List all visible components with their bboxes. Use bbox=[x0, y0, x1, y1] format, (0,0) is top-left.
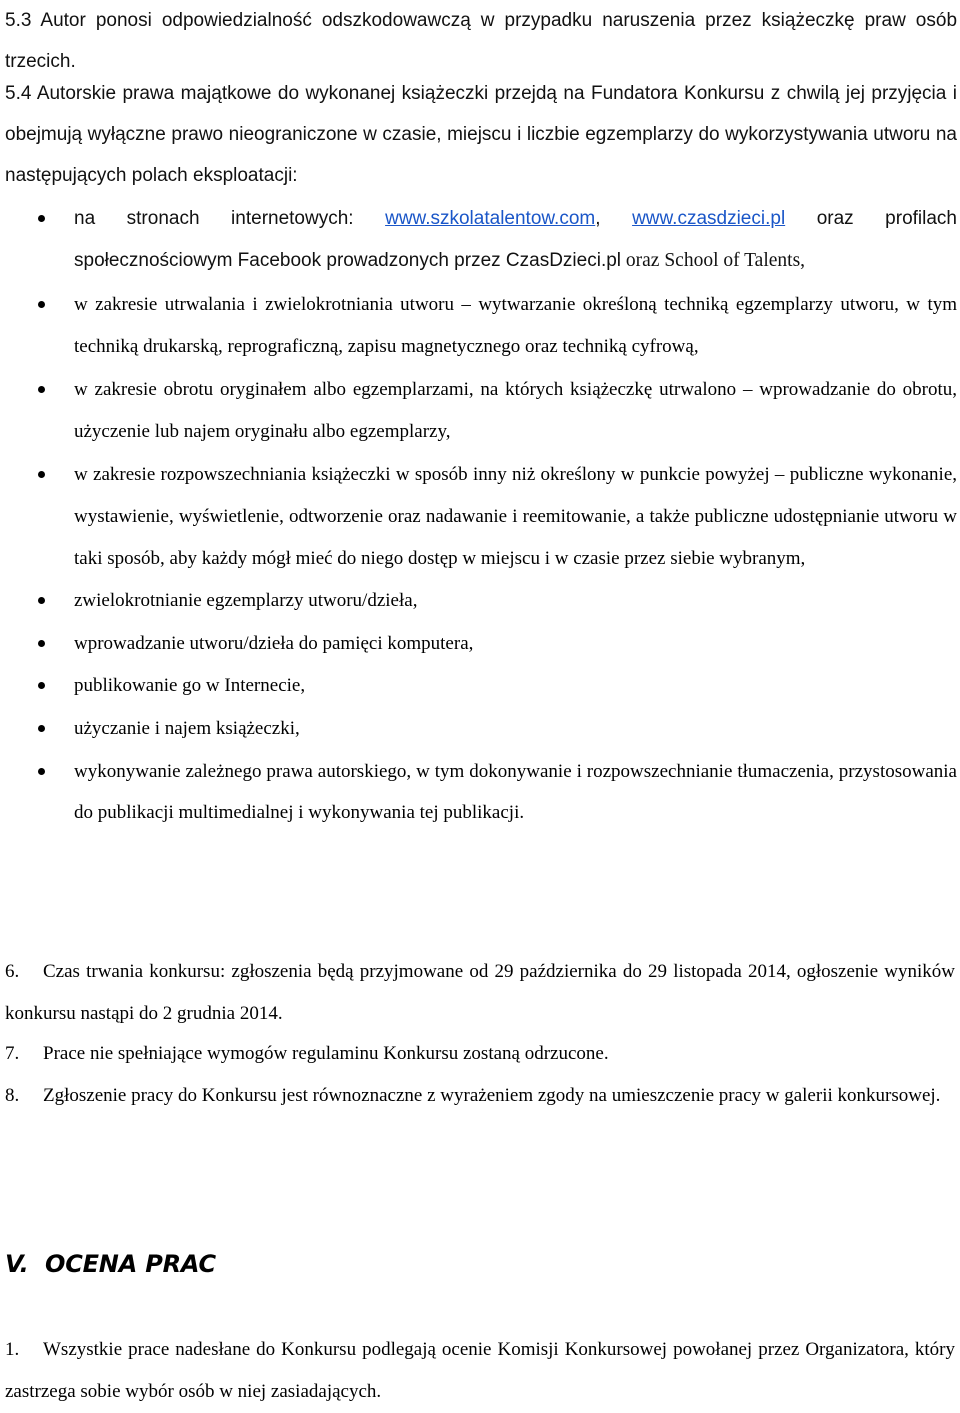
list-item bbox=[0, 623, 960, 665]
bullet-icon bbox=[38, 471, 45, 478]
section-number: V. bbox=[5, 1250, 29, 1278]
section-title: OCENA PRAC bbox=[45, 1250, 216, 1278]
paragraph-number: 8. bbox=[5, 1085, 20, 1106]
paragraph-5-3 bbox=[5, 0, 957, 82]
paragraph-8 bbox=[5, 1075, 955, 1117]
list-item-text: wykonywanie zależnego prawa autorskiego, w tym dokonywanie i rozpowszechnianie tłumaczenia, przystosowania do publikacji multimedialnej i wykonywania tej publikacji. bbox=[74, 760, 957, 824]
paragraph-text: Wszystkie prace nadesłane do Konkursu podlegają ocenie Komisji Konkursowej powołanej przez Organizatora, który zastrzega sobie wybór osób w niej zasiadających. bbox=[5, 1339, 955, 1402]
list-item-text: oraz School of Talents, bbox=[621, 250, 806, 271]
section-heading bbox=[5, 1244, 216, 1284]
link-szkolatalentow[interactable]: www.szkolatalentow.com bbox=[385, 208, 596, 229]
list-item-text: w zakresie utrwalania i zwielokrotniania utworu – wytwarzanie określoną techniką egzemplarzy utworu, w tym techniką drukarską, reprograficzną, zapisu magnetycznego oraz techniką cyfrową, bbox=[74, 294, 957, 357]
list-item-text: oraz profilach społecznościowym Facebook prowadzonych przez CzasDzieci.pl bbox=[74, 208, 957, 271]
list-item bbox=[0, 751, 960, 834]
paragraph-7 bbox=[5, 1033, 955, 1075]
paragraph-text: Autorskie prawa majątkowe do wykonanej książeczki przejdą na Fundatora Konkursu z chwilą jej przyjęcia i obejmują wyłączne prawo nieograniczone w czasie, miejscu i liczbie egzemplarzy do wykorzystywania utworu na następujących polach eksploatacji: bbox=[5, 83, 957, 186]
list-item bbox=[0, 284, 960, 367]
bullet-icon bbox=[38, 768, 45, 775]
list-item-text: wprowadzanie utworu/dzieła do pamięci komputera, bbox=[74, 632, 474, 654]
paragraph-text: Czas trwania konkursu: zgłoszenia będą przyjmowane od 29 października do 29 listopada 2014, ogłoszenie wyników konkursu nastąpi do 2 grudnia 2014. bbox=[5, 961, 955, 1024]
paragraph-v-1 bbox=[5, 1329, 955, 1413]
bullet-icon bbox=[38, 640, 45, 647]
list-item bbox=[0, 198, 960, 282]
paragraph-text: Prace nie spełniające wymogów regulaminu Konkursu zostaną odrzucone. bbox=[43, 1043, 609, 1064]
list-item-text: w zakresie obrotu oryginałem albo egzemplarzami, na których książeczkę utrwalono – wprowadzanie do obrotu, użyczenie lub najem oryginału albo egzemplarzy, bbox=[74, 379, 957, 442]
link-czasdzieci[interactable]: www.czasdzieci.pl bbox=[632, 208, 786, 229]
paragraph-6 bbox=[5, 951, 955, 1035]
list-item-text: użyczanie i najem książeczki, bbox=[74, 717, 300, 739]
paragraph-number: 7. bbox=[5, 1043, 20, 1064]
paragraph-number: 5.3 bbox=[5, 10, 32, 31]
paragraph-number: 5.4 bbox=[5, 83, 32, 104]
paragraph-number: 6. bbox=[5, 961, 20, 982]
list-item bbox=[0, 708, 960, 750]
paragraph-text: Autor ponosi odpowiedzialność odszkodowawczą w przypadku naruszenia przez książeczkę praw osób trzecich. bbox=[5, 10, 958, 72]
list-item bbox=[0, 580, 960, 622]
list-item-text: publikowanie go w Internecie, bbox=[74, 675, 306, 697]
bullet-icon bbox=[38, 682, 45, 689]
bullet-icon bbox=[38, 597, 45, 604]
list-item-text: zwielokrotnianie egzemplarzy utworu/dzieła, bbox=[74, 590, 418, 612]
paragraph-5-4 bbox=[5, 73, 957, 196]
bullet-icon bbox=[38, 301, 45, 308]
bullet-icon bbox=[38, 725, 45, 732]
list-item bbox=[0, 665, 960, 707]
exploitation-fields-list bbox=[0, 198, 960, 834]
list-item bbox=[0, 454, 960, 579]
list-item bbox=[0, 369, 960, 452]
list-item-text: na stronach internetowych: bbox=[74, 208, 386, 229]
bullet-icon bbox=[38, 215, 45, 222]
bullet-icon bbox=[38, 386, 45, 393]
paragraph-text: Zgłoszenie pracy do Konkursu jest równoznaczne z wyrażeniem zgody na umieszczenie pracy w galerii konkursowej. bbox=[43, 1085, 941, 1106]
paragraph-number: 1. bbox=[5, 1339, 20, 1360]
list-item-text: , bbox=[595, 208, 633, 229]
list-item-text: w zakresie rozpowszechniania książeczki w sposób inny niż określony w punkcie powyżej – publiczne wykonanie, wystawienie, wyświetlenie, odtworzenie oraz nadawanie i reemitowanie, a także publiczne udostępnianie utworu w taki sposób, aby każdy mógł mieć do niego dostęp w miejscu i w czasie przez siebie wybranym, bbox=[74, 464, 957, 569]
